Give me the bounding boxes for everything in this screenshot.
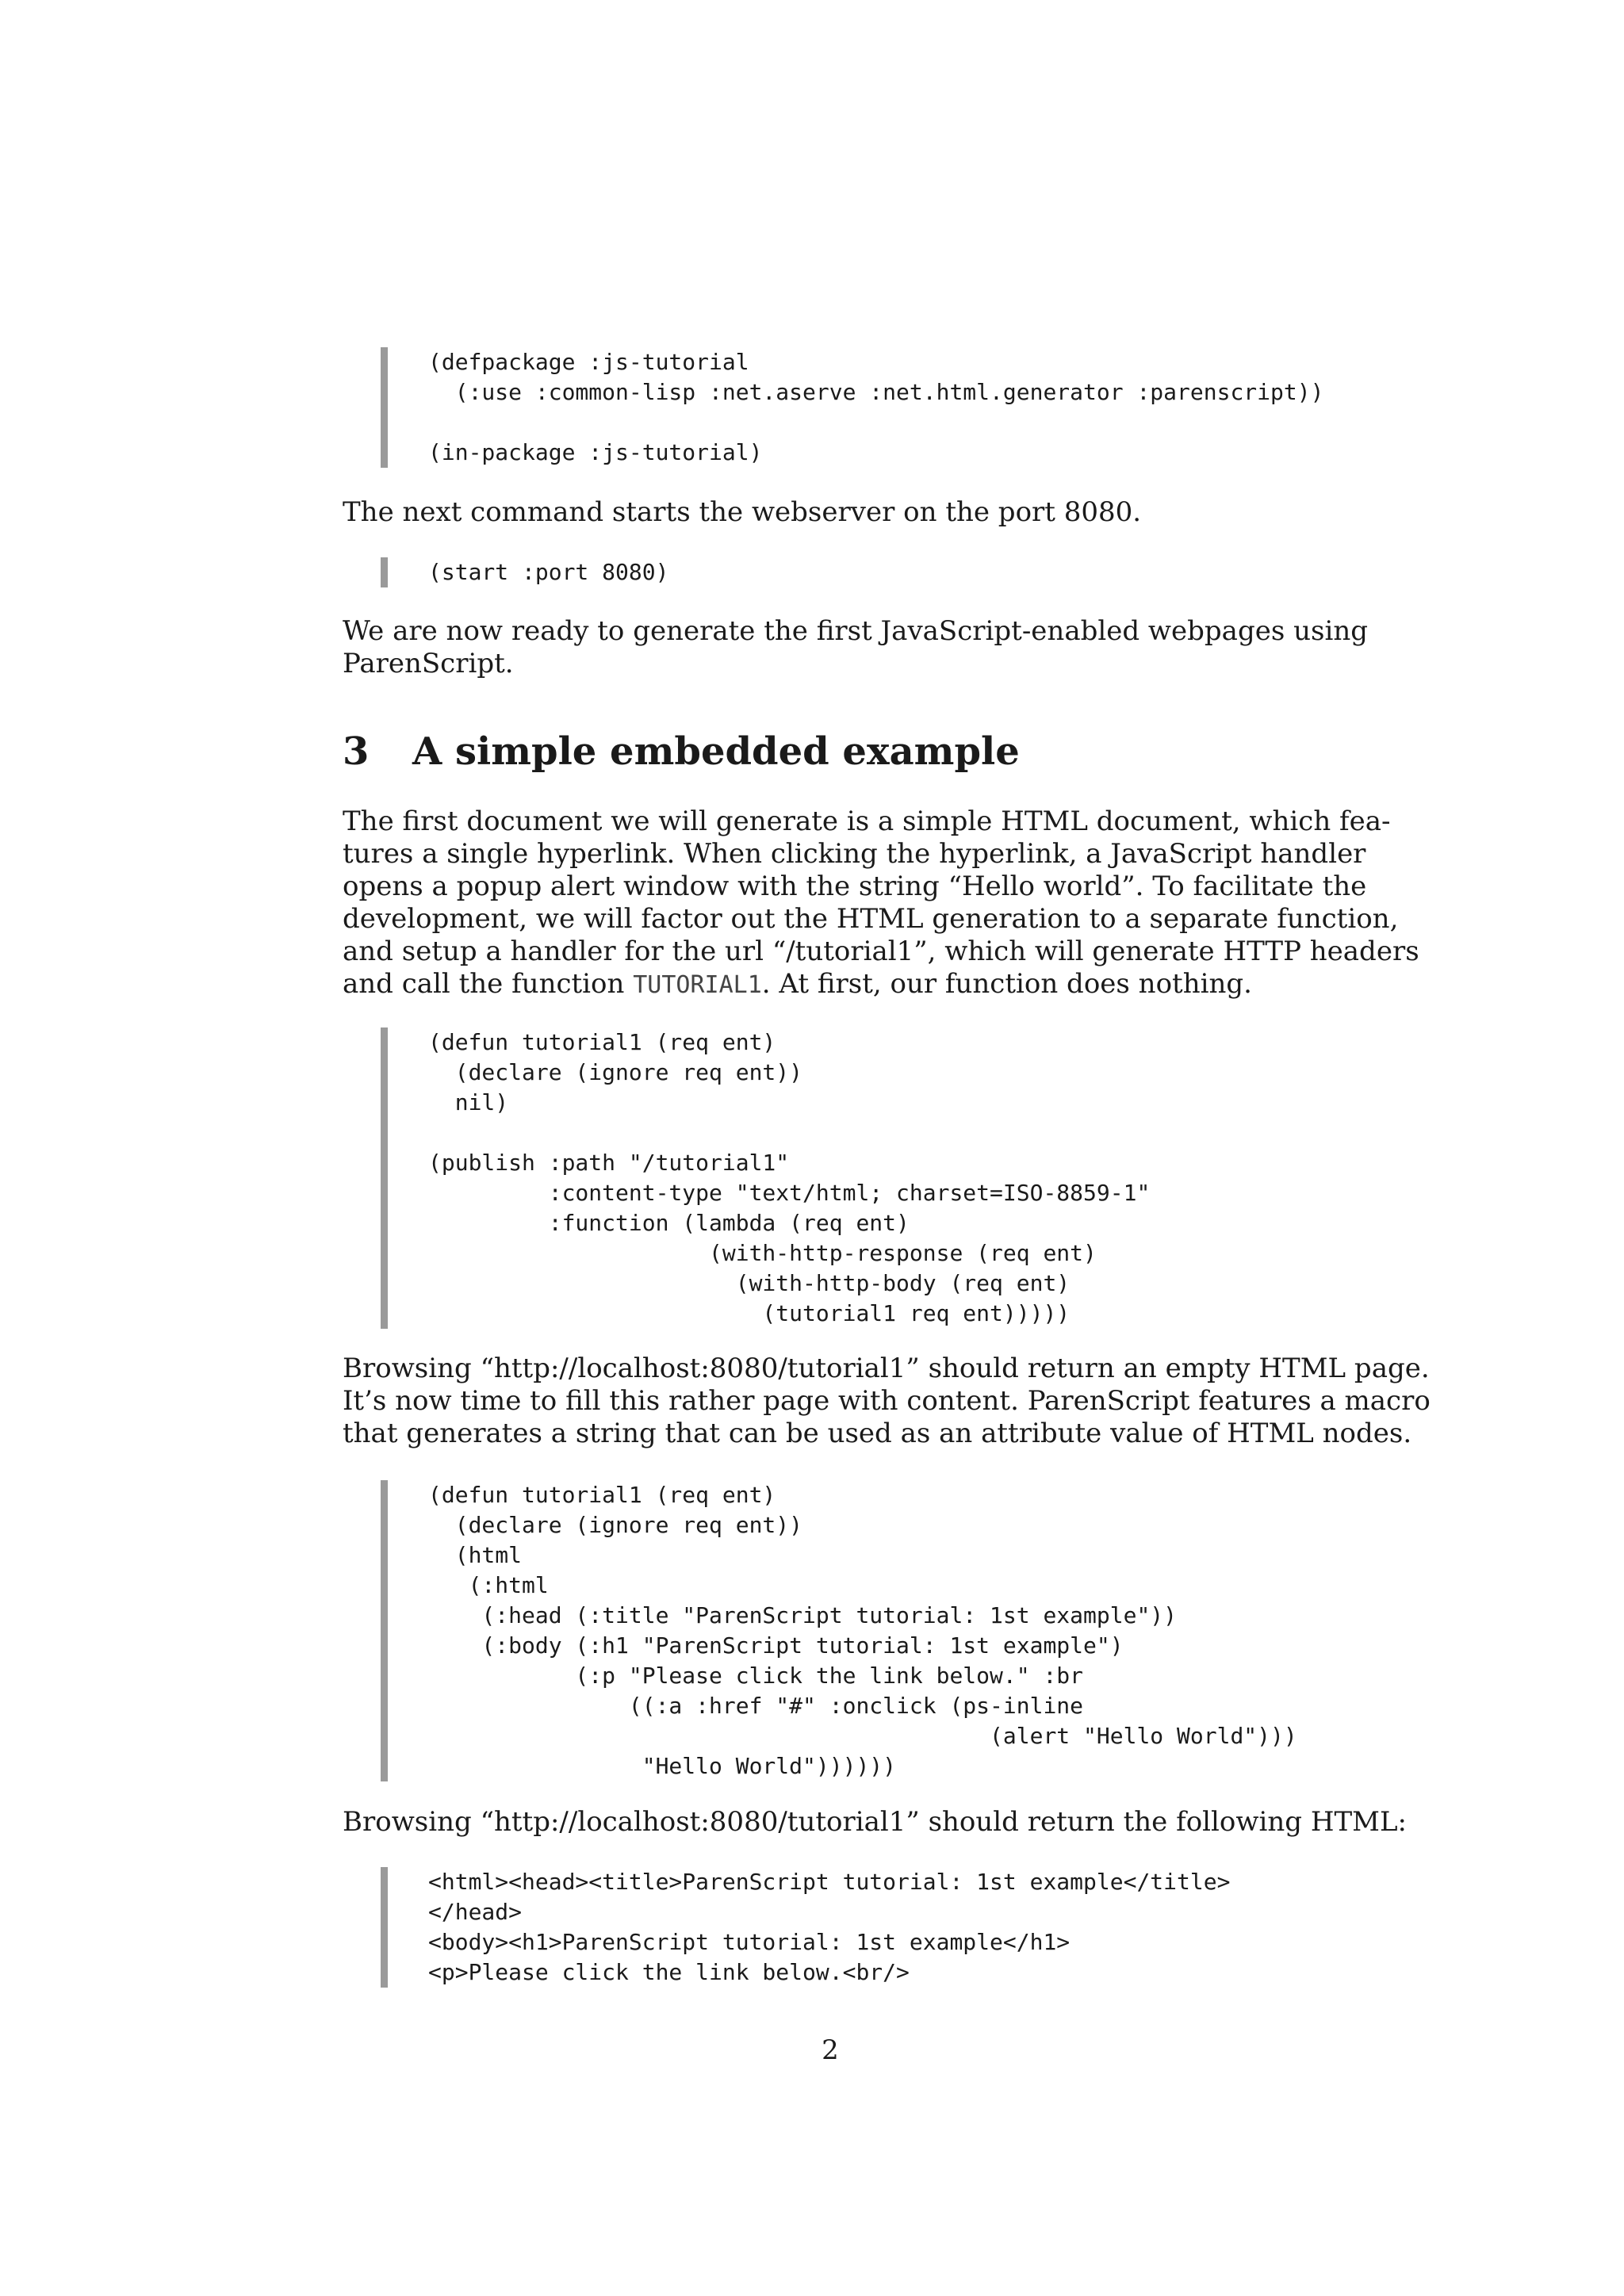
code-line: (in-package :js-tutorial) bbox=[428, 439, 763, 465]
paragraph-browsing-empty bbox=[343, 1353, 1431, 1450]
code-line: nil) bbox=[428, 1089, 509, 1115]
text-line: opens a popup alert window with the string “Hello world”. To facilitate the bbox=[343, 871, 1367, 902]
code-line: (with-http-response (req ent) bbox=[428, 1240, 1097, 1266]
code-line: (with-http-body (req ent) bbox=[428, 1270, 1071, 1296]
code-line: (start :port 8080) bbox=[428, 559, 669, 585]
inline-code: TUTORIAL1 bbox=[633, 971, 762, 999]
code-line: </head> bbox=[428, 1899, 523, 1925]
code-line: <body><h1>ParenScript tutorial: 1st example</h1> bbox=[428, 1929, 1071, 1955]
paragraph-ready bbox=[343, 615, 1368, 680]
text-line: and setup a handler for the url “/tutorial1”, which will generate HTTP headers bbox=[343, 936, 1419, 967]
page-number: 2 bbox=[822, 2034, 839, 2066]
code-line: "Hello World")))))) bbox=[428, 1753, 897, 1779]
section-title: A simple embedded example bbox=[412, 729, 1020, 774]
text-fragment: and call the function bbox=[343, 968, 634, 1000]
text-line: The first document we will generate is a simple HTML document, which fea- bbox=[343, 806, 1391, 837]
text-line: We are now ready to generate the first JavaScript-enabled webpages using bbox=[343, 615, 1368, 647]
code-line: (:use :common-lisp :net.aserve :net.html.generator :parenscript)) bbox=[428, 379, 1324, 405]
text-line bbox=[343, 968, 1318, 1001]
paragraph-browsing-html bbox=[343, 1806, 1408, 1839]
text-line: tures a single hyperlink. When clicking the hyperlink, a JavaScript handler bbox=[343, 838, 1366, 870]
text-line: Browsing “http://localhost:8080/tutorial1” should return an empty HTML page. bbox=[343, 1353, 1430, 1384]
text-line: ParenScript. bbox=[343, 648, 514, 679]
code-line bbox=[428, 1118, 1150, 1148]
code-line: (html bbox=[428, 1542, 523, 1568]
text-line: that generates a string that can be used as an attribute value of HTML nodes. bbox=[343, 1418, 1412, 1449]
code-line: (defun tutorial1 (req ent) bbox=[428, 1029, 776, 1055]
text-line: Browsing “http://localhost:8080/tutorial1” should return the following HTML: bbox=[343, 1806, 1408, 1838]
code-line: (:head (:title "ParenScript tutorial: 1st example")) bbox=[428, 1602, 1178, 1628]
paragraph-first-document bbox=[343, 806, 1419, 1001]
code-line: (alert "Hello World"))) bbox=[428, 1723, 1297, 1749]
code-line: :content-type "text/html; charset=ISO-8859-1" bbox=[428, 1180, 1151, 1206]
text-line: It’s now time to fill this rather page with content. ParenScript features a macro bbox=[343, 1385, 1431, 1417]
code-line: (:body (:h1 "ParenScript tutorial: 1st example") bbox=[428, 1632, 1124, 1659]
section-heading bbox=[343, 728, 1020, 775]
code-line: (defpackage :js-tutorial bbox=[428, 349, 749, 375]
text-fragment: . At first, our function does nothing. bbox=[761, 968, 1252, 1000]
code-line: (declare (ignore req ent)) bbox=[428, 1512, 803, 1538]
code-block-tutorial1-publish bbox=[381, 1027, 1150, 1329]
section-number: 3 bbox=[343, 729, 370, 774]
code-block-defpackage bbox=[381, 347, 1323, 468]
paragraph-webserver bbox=[343, 496, 1318, 529]
code-line: (tutorial1 req ent))))) bbox=[428, 1300, 1071, 1326]
code-line: (:html bbox=[428, 1572, 549, 1598]
code-line: ((:a :href "#" :onclick (ps-inline bbox=[428, 1693, 1084, 1719]
code-line: <p>Please click the link below.<br/> bbox=[428, 1959, 910, 1985]
code-line bbox=[428, 408, 1323, 438]
code-block-start bbox=[381, 557, 668, 587]
code-line: <html><head><title>ParenScript tutorial: 1st example</title> bbox=[428, 1869, 1231, 1895]
code-line: :function (lambda (req ent) bbox=[428, 1210, 910, 1236]
code-block-html-output bbox=[381, 1867, 1230, 1988]
text-line: The next command starts the webserver on the port 8080. bbox=[343, 496, 1142, 528]
code-line: (:p "Please click the link below." :br bbox=[428, 1663, 1084, 1689]
code-block-tutorial1-html bbox=[381, 1480, 1297, 1781]
code-line: (declare (ignore req ent)) bbox=[428, 1059, 803, 1085]
code-line: (defun tutorial1 (req ent) bbox=[428, 1482, 776, 1508]
code-line: (publish :path "/tutorial1" bbox=[428, 1150, 790, 1176]
text-line: development, we will factor out the HTML generation to a separate function, bbox=[343, 903, 1399, 935]
